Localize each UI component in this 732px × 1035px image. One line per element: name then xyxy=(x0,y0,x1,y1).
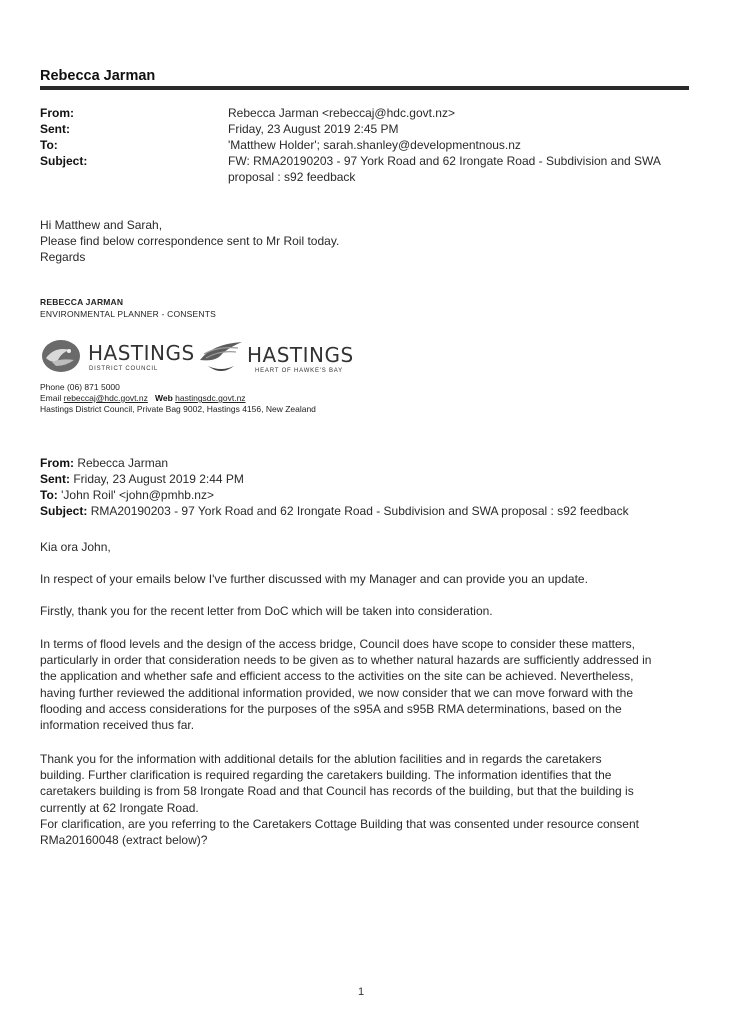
signature-name: REBECCA JARMAN xyxy=(40,297,124,307)
web-link[interactable]: hastingsdc.govt.nz xyxy=(175,393,246,403)
email1-greeting: Hi Matthew and Sarah, xyxy=(40,218,163,232)
para3-line: flooding and access considerations for the purposes of the s95A and s95B RMA determinations, based on the xyxy=(40,701,622,716)
sender-name-heading: Rebecca Jarman xyxy=(40,68,156,84)
para3-line: having further reviewed the additional information provided, we now consider that we can move forward with the xyxy=(40,685,633,700)
header-rule xyxy=(40,86,689,90)
hawkes-bay-logo-wordmark: HASTINGS xyxy=(247,343,354,367)
signature-contact-line xyxy=(40,393,246,403)
signature-phone: Phone (06) 871 5000 xyxy=(40,382,120,392)
to-value: 'Matthew Holder'; sarah.shanley@developmentnous.nz xyxy=(228,138,521,152)
to-label: To: xyxy=(40,138,58,152)
email-label: Email xyxy=(40,393,62,403)
fwd-subject-line xyxy=(40,504,629,518)
email2-para3 xyxy=(40,636,690,733)
para3-line: particularly in order that consideration needs to be given as to whether natural hazards are sufficiently addressed in xyxy=(40,653,652,668)
subject-value-line2: proposal : s92 feedback xyxy=(228,170,356,184)
hdc-logo-wordmark: HASTINGS xyxy=(88,341,195,365)
fwd-sent-label: Sent: xyxy=(40,472,70,486)
fwd-sent-value: Friday, 23 August 2019 2:44 PM xyxy=(73,472,244,486)
fwd-subject-label: Subject: xyxy=(40,504,88,518)
sent-label: Sent: xyxy=(40,122,70,136)
fwd-to-label: To: xyxy=(40,488,58,502)
signature-address: Hastings District Council, Private Bag 9002, Hastings 4156, New Zealand xyxy=(40,404,316,414)
email2-para1: In respect of your emails below I've further discussed with my Manager and can provide you an update. xyxy=(40,572,588,586)
email2-para4 xyxy=(40,751,690,848)
signature-title: ENVIRONMENTAL PLANNER - CONSENTS xyxy=(40,309,216,319)
fwd-sent-line xyxy=(40,472,244,486)
para3-line: information received thus far. xyxy=(40,718,195,733)
para4-line: currently at 62 Irongate Road. xyxy=(40,800,199,815)
para4-line: For clarification, are you referring to the Caretakers Cottage Building that was consented under resource consent xyxy=(40,816,639,831)
email1-body: Please find below correspondence sent to Mr Roil today. xyxy=(40,234,340,248)
email1-closing: Regards xyxy=(40,250,86,264)
fwd-to-value: 'John Roil' <john@pmhb.nz> xyxy=(61,488,214,502)
hawkes-bay-logo-subtitle: HEART OF HAWKE'S BAY xyxy=(255,368,343,374)
fwd-from-value: Rebecca Jarman xyxy=(77,456,169,470)
web-label: Web xyxy=(154,393,173,403)
subject-value-line1: FW: RMA20190203 - 97 York Road and 62 Irongate Road - Subdivision and SWA xyxy=(228,154,661,168)
fwd-subject-value: RMA20190203 - 97 York Road and 62 Irongate Road - Subdivision and SWA proposal : s92 feedback xyxy=(90,504,629,518)
para3-line: In terms of flood levels and the design of the access bridge, Council does have scope to consider these matters, xyxy=(40,637,636,651)
email2-para2: Firstly, thank you for the recent letter from DoC which will be taken into consideration. xyxy=(40,604,493,618)
fwd-to-line xyxy=(40,488,214,502)
para3-line: the application and whether safe and efficient access to the activities on the site can be achieved. Nevertheless, xyxy=(40,669,634,684)
para4-line: caretakers building is from 58 Irongate Road and that Council has records of the building, but that the building is xyxy=(40,784,634,799)
email-link[interactable]: rebeccaj@hdc.govt.nz xyxy=(63,393,148,403)
para4-line: building. Further clarification is required regarding the caretakers building. The information identifies that the xyxy=(40,768,612,783)
from-label: From: xyxy=(40,106,74,120)
fwd-from-line xyxy=(40,456,168,470)
email2-greeting: Kia ora John, xyxy=(40,540,111,554)
fwd-from-label: From: xyxy=(40,456,74,470)
para4-line: Thank you for the information with additional details for the ablution facilities and in regards the caretakers xyxy=(40,752,602,766)
page-number: 1 xyxy=(358,986,365,998)
from-value: Rebecca Jarman <rebeccaj@hdc.govt.nz> xyxy=(228,106,455,120)
para4-line: RMa20160048 (extract below)? xyxy=(40,833,208,848)
hdc-logo-subtitle: DISTRICT COUNCIL xyxy=(89,366,159,372)
hdc-emblem-icon xyxy=(40,338,82,374)
sent-value: Friday, 23 August 2019 2:45 PM xyxy=(228,122,399,136)
subject-label: Subject: xyxy=(40,154,88,168)
hawkes-bay-emblem-icon xyxy=(198,338,244,376)
